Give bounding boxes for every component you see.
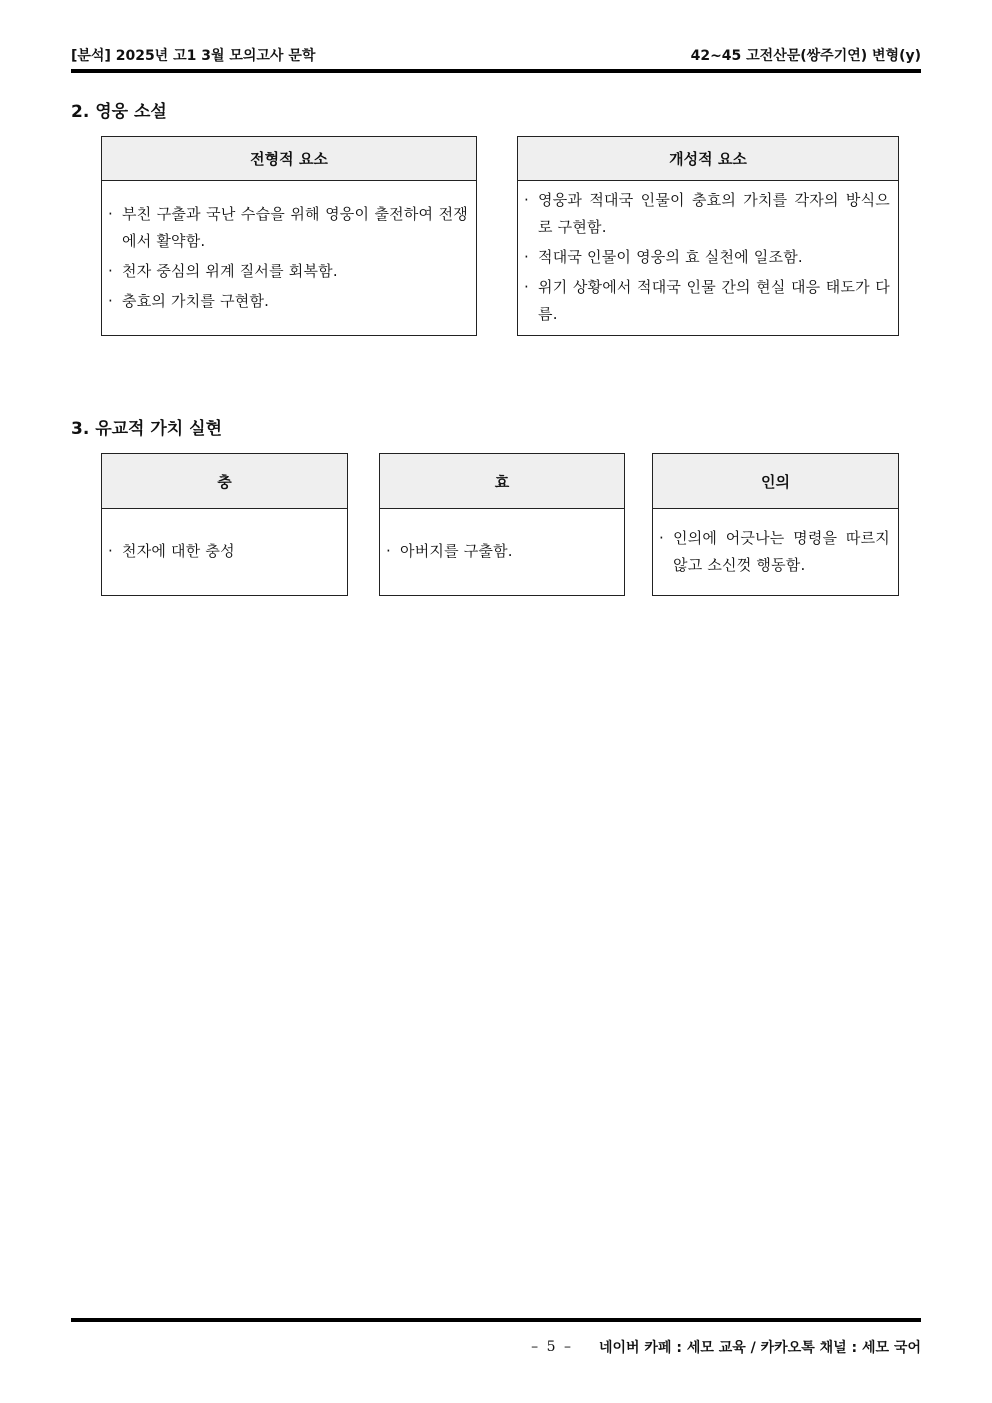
page-header <box>71 42 921 66</box>
header-subtitle: 42~45 고전산문(쌍주기연) 변형(y) <box>690 48 921 64</box>
bullet-icon: · <box>659 528 664 547</box>
list-item: · 천자에 대한 충성 <box>108 538 339 565</box>
individual-elements-box <box>517 136 899 336</box>
benevolence-heading: 인의 <box>653 454 898 509</box>
list-item: · 인의에 어긋나는 명령을 따르지 않고 소신껏 행동함. <box>659 525 890 579</box>
loyalty-box <box>101 453 348 596</box>
bullet-icon: · <box>386 542 391 560</box>
benevolence-list <box>653 508 898 595</box>
list-item: · 영웅과 적대국 인물이 충효의 가치를 각자의 방식으로 구현함. <box>524 187 890 241</box>
filial-heading: 효 <box>380 454 624 509</box>
bullet-icon: · <box>524 191 529 209</box>
header-title: [분석] 2025년 고1 3월 모의고사 문학 <box>71 48 316 64</box>
list-item: · 충효의 가치를 구현함. <box>108 288 468 315</box>
typical-elements-heading: 전형적 요소 <box>102 137 476 181</box>
bullet-icon: · <box>108 261 113 280</box>
individual-elements-list <box>518 180 898 335</box>
list-item: · 부친 구출과 국난 수습을 위해 영웅이 출전하여 전쟁에서 활약함. <box>108 201 468 255</box>
bullet-icon: · <box>108 542 113 560</box>
bullet-icon: · <box>108 291 113 310</box>
filial-list <box>380 508 624 595</box>
section3-title: 3. 유교적 가치 실현 <box>71 419 222 439</box>
filial-box <box>379 453 625 596</box>
bullet-icon: · <box>524 248 529 266</box>
typical-elements-box <box>101 136 477 336</box>
list-item: · 천자 중심의 위계 질서를 회복함. <box>108 258 468 285</box>
benevolence-box <box>652 453 899 596</box>
list-item: · 적대국 인물이 영웅의 효 실천에 일조함. <box>524 244 890 271</box>
list-item: · 위기 상황에서 적대국 인물 간의 현실 대응 태도가 다름. <box>524 274 890 328</box>
section2-title: 2. 영웅 소설 <box>71 102 167 122</box>
bullet-icon: · <box>108 204 113 223</box>
loyalty-heading: 충 <box>102 454 347 509</box>
page-number: – 5 – <box>531 1339 573 1355</box>
header-divider <box>71 69 921 73</box>
footer-contact: 네이버 카페 : 세모 교육 / 카카오톡 채널 : 세모 국어 <box>598 1340 921 1356</box>
individual-elements-heading: 개성적 요소 <box>518 137 898 181</box>
typical-elements-list <box>102 180 476 335</box>
list-item: · 아버지를 구출함. <box>386 538 616 565</box>
footer-divider <box>71 1318 921 1322</box>
bullet-icon: · <box>524 278 529 296</box>
page-footer <box>531 1337 921 1357</box>
loyalty-list <box>102 508 347 595</box>
